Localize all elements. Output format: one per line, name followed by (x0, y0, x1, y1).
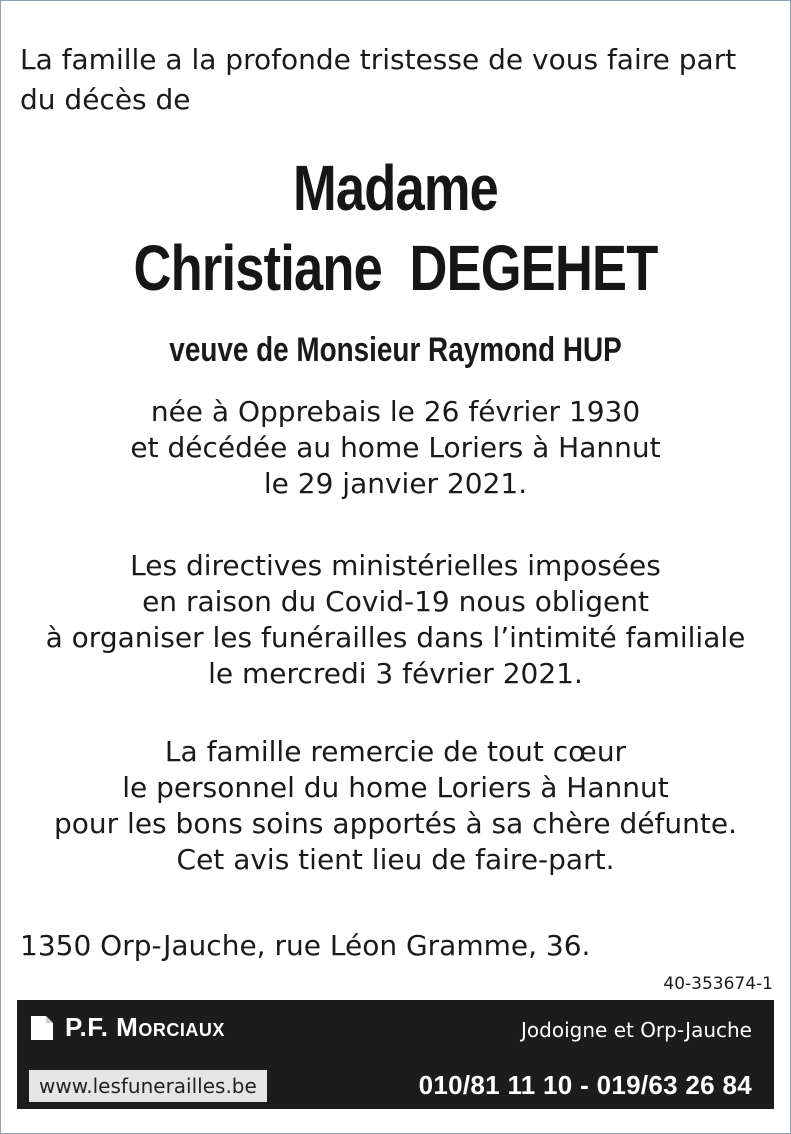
funeral-home-banner (17, 1000, 774, 1109)
thanks-line-3: pour les bons soins apportés à sa chère défunte. (53, 807, 738, 840)
deceased-full-name: Christiane DEGEHET (133, 232, 658, 304)
widow-of-line: veuve de Monsieur Raymond HUP (169, 331, 622, 369)
thanks-line-4: Cet avis tient lieu de faire-part. (176, 843, 615, 876)
birth-death-paragraph (0, 394, 791, 502)
directives-line-4: le mercredi 3 février 2021. (208, 657, 583, 690)
directives-line-1: Les directives ministérielles imposées (130, 549, 661, 582)
death-date-line: le 29 janvier 2021. (263, 467, 528, 500)
phone-numbers: 010/81 11 10 - 019/63 26 84 (418, 1070, 752, 1100)
thanks-line-1: La famille remercie de tout cœur (164, 735, 627, 768)
document-icon (29, 1014, 55, 1042)
directives-paragraph (0, 548, 791, 692)
directives-line-2: en raison du Covid-19 nous obligent (142, 585, 649, 618)
deceased-title: Madame (292, 152, 499, 224)
deceased-name-block (71, 148, 720, 308)
funeral-home-locations: Jodoigne et Orp-Jauche (521, 1018, 752, 1042)
directives-line-3: à organiser les funérailles dans l’intimité familiale (45, 621, 746, 654)
website-link[interactable]: www.lesfunerailles.be (29, 1070, 267, 1102)
death-place-line: et décédée au home Loriers à Hannut (130, 431, 661, 464)
birth-line: née à Opprebais le 26 février 1930 (150, 395, 641, 428)
thanks-line-2: le personnel du home Loriers à Hannut (122, 771, 669, 804)
intro-text: La famille a la profonde tristesse de vous faire part du décès de (20, 43, 737, 116)
funeral-home-name: P.F. Morciaux (65, 1012, 225, 1042)
family-address: 1350 Orp-Jauche, rue Léon Gramme, 36. (20, 929, 591, 962)
funeral-home-brand (29, 1012, 225, 1043)
thanks-paragraph (0, 734, 791, 878)
reference-number: 40-353674-1 (663, 974, 773, 994)
